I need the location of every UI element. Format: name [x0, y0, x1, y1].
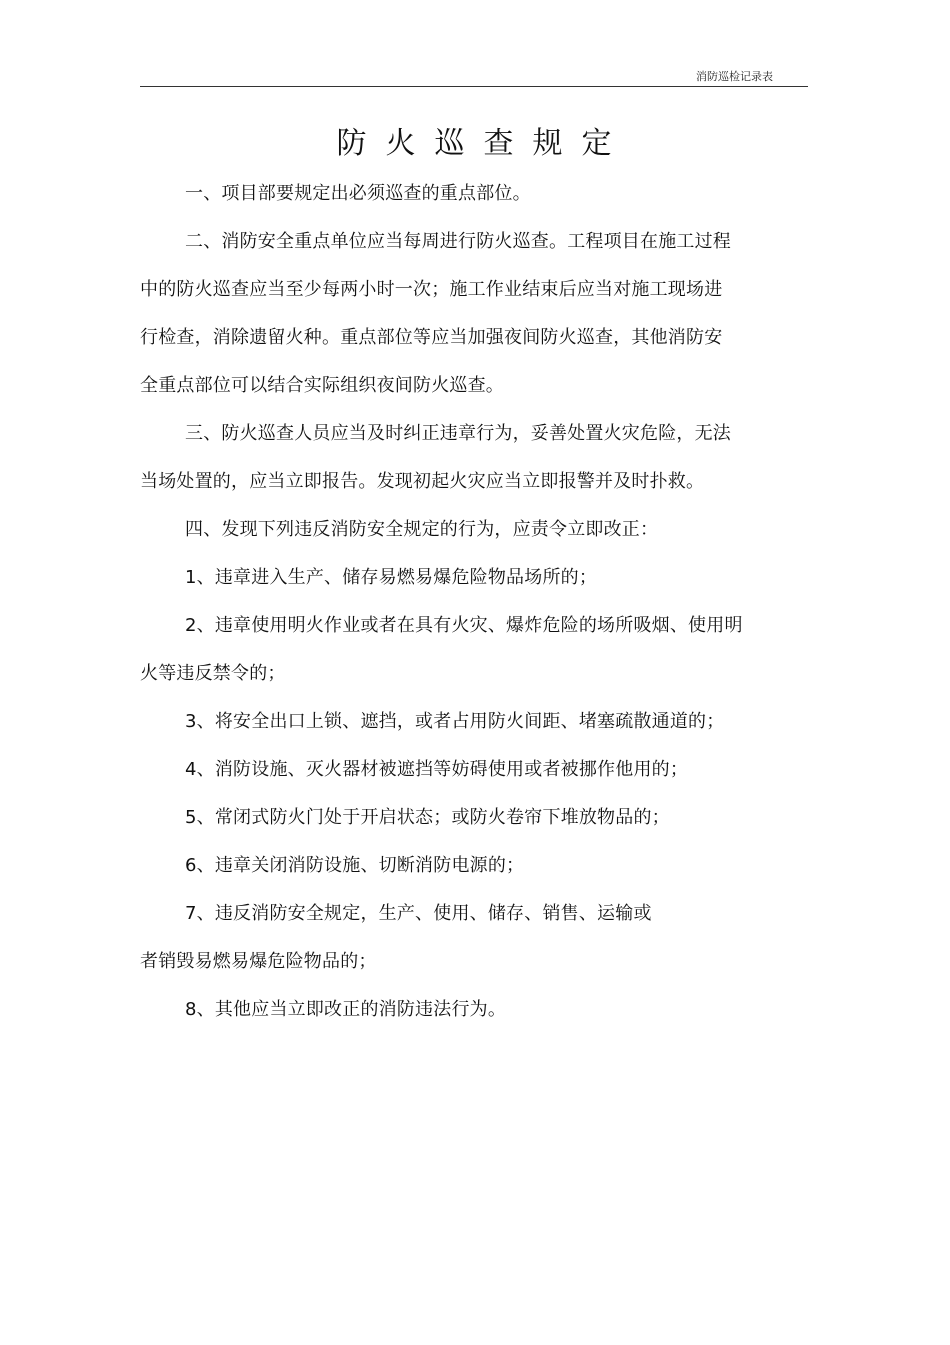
item-4-line-1: 4、消防设施、灭火器材被遮挡等妨碍使用或者被挪作他用的； — [185, 759, 689, 780]
section-2-line-2: 中的防火巡查应当至少每两小时一次；施工作业结束后应当对施工现场进 — [140, 279, 723, 300]
item-6-line-1: 6、违章关闭消防设施、切断消防电源的； — [185, 855, 525, 876]
section-1-line-1: 一、项目部要规定出必须巡查的重点部位。 — [185, 183, 531, 204]
item-7-line-1: 7、违反消防安全规定，生产、使用、储存、销售、运输或 — [185, 903, 652, 924]
item-1-line-1: 1、违章进入生产、储存易燃易爆危险物品场所的； — [185, 567, 598, 588]
section-3-line-2: 当场处置的，应当立即报告。发现初起火灾应当立即报警并及时扑救。 — [140, 471, 705, 492]
section-4-line-1: 四、发现下列违反消防安全规定的行为，应责令立即改正： — [185, 519, 659, 540]
section-3-line-1: 三、防火巡查人员应当及时纠正违章行为，妥善处置火灾危险，无法 — [185, 423, 731, 444]
section-2-line-1: 二、消防安全重点单位应当每周进行防火巡查。工程项目在施工过程 — [185, 231, 731, 252]
section-2-line-3: 行检查，消除遗留火种。重点部位等应当加强夜间防火巡查，其他消防安 — [140, 327, 723, 348]
document-title: 防火巡查规定 — [336, 126, 631, 161]
item-2-line-1: 2、违章使用明火作业或者在具有火灾、爆炸危险的场所吸烟、使用明 — [185, 615, 743, 636]
item-2-line-2: 火等违反禁令的； — [140, 663, 286, 684]
item-5-line-1: 5、常闭式防火门处于开启状态；或防火卷帘下堆放物品的； — [185, 807, 670, 828]
header-doc-label: 消防巡检记录表 — [696, 70, 773, 83]
item-8-line-1: 8、其他应当立即改正的消防违法行为。 — [185, 999, 507, 1020]
item-3-line-1: 3、将安全出口上锁、遮挡，或者占用防火间距、堵塞疏散通道的； — [185, 711, 725, 732]
header-rule — [140, 86, 808, 87]
item-7-line-2: 者销毁易燃易爆危险物品的； — [140, 951, 377, 972]
section-2-line-4: 全重点部位可以结合实际组织夜间防火巡查。 — [140, 375, 504, 396]
